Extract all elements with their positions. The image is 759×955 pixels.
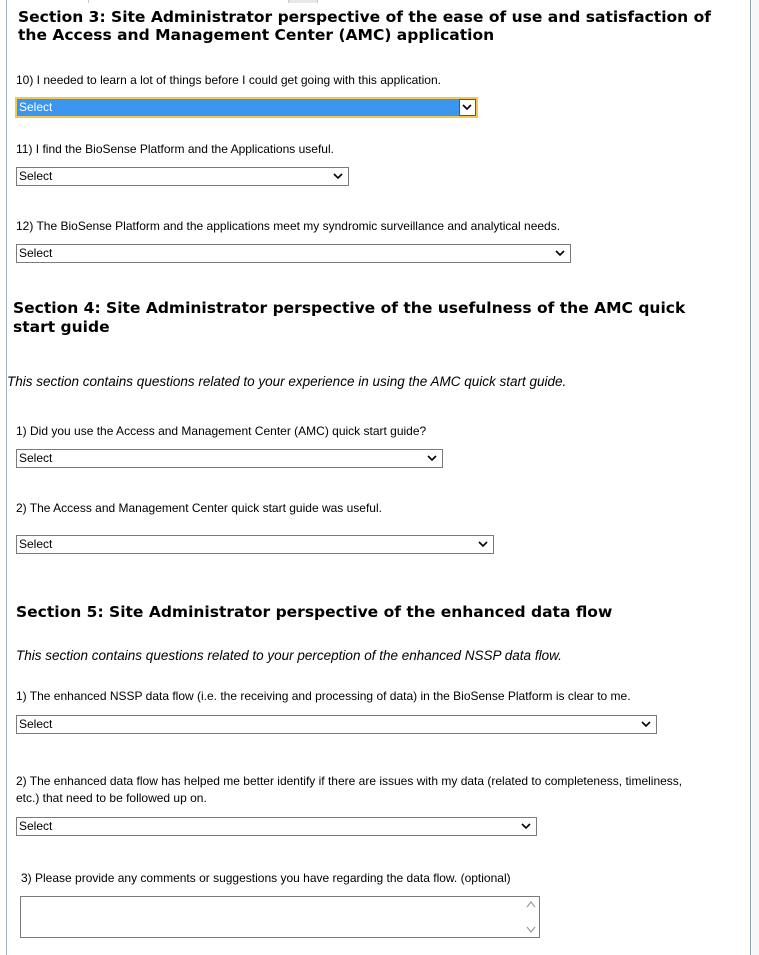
scroll-down-arrow-icon[interactable] xyxy=(526,924,536,934)
s5-question-2-label-line2: etc.) that need to be followed up on. xyxy=(16,791,207,805)
section-3-heading-line1: Section 3: Site Administrator perspective of the ease of use and satisfaction of xyxy=(18,8,711,26)
question-11-label: 11) I find the BioSense Platform and the Applications useful. xyxy=(16,142,334,156)
page-right-gutter xyxy=(752,0,759,955)
s5-question-2-label-line1: 2) The enhanced data flow has helped me better identify if there are issues with my data (related to completeness, timeliness, xyxy=(16,774,683,788)
page-right-border xyxy=(750,0,751,955)
section-4-heading-line1: Section 4: Site Administrator perspective of the usefulness of the AMC quick xyxy=(13,299,686,317)
s4-question-1-select[interactable] xyxy=(16,449,443,468)
section-4-intro: This section contains questions related to your experience in using the AMC quick start guide. xyxy=(7,374,567,389)
question-10-select[interactable] xyxy=(15,97,478,118)
question-12-selected-value: Select xyxy=(19,246,53,260)
question-12-select[interactable] xyxy=(16,244,571,263)
s5-question-2-select[interactable] xyxy=(16,817,537,836)
comments-textarea[interactable] xyxy=(20,896,540,938)
section-3-heading xyxy=(18,8,711,44)
question-11-select[interactable] xyxy=(16,167,349,186)
chevron-down-icon xyxy=(555,250,565,257)
s4-question-2-selected-value: Select xyxy=(19,537,53,551)
page-left-border xyxy=(6,0,7,955)
section-4-heading-line2: start guide xyxy=(13,318,110,336)
chevron-down-icon xyxy=(462,104,472,111)
chevron-down-icon xyxy=(478,541,488,548)
question-10-selected-value: Select xyxy=(19,100,53,114)
clipped-button-fragment xyxy=(288,0,318,3)
section-3-heading-line2: the Access and Management Center (AMC) application xyxy=(18,26,495,44)
question-11-selected-value: Select xyxy=(19,169,53,183)
clipped-divider-fragment xyxy=(88,0,89,3)
question-10-label: 10) I needed to learn a lot of things before I could get going with this application. xyxy=(16,73,441,87)
chevron-down-icon xyxy=(521,823,531,830)
chevron-down-icon xyxy=(333,173,343,180)
dropdown-button[interactable] xyxy=(459,99,476,116)
s5-question-1-label: 1) The enhanced NSSP data flow (i.e. the receiving and processing of data) in the BioSense Platform is clear to me. xyxy=(16,689,631,703)
s5-question-1-select[interactable] xyxy=(16,715,657,734)
section-5-heading: Section 5: Site Administrator perspective of the enhanced data flow xyxy=(16,603,613,621)
s4-question-1-selected-value: Select xyxy=(19,451,53,465)
chevron-down-icon xyxy=(427,455,437,462)
select-highlight xyxy=(17,99,476,116)
section-5-intro: This section contains questions related to your perception of the enhanced NSSP data flow. xyxy=(16,648,562,663)
s4-question-1-label: 1) Did you use the Access and Management Center (AMC) quick start guide? xyxy=(16,424,427,438)
chevron-down-icon xyxy=(641,721,651,728)
question-12-label: 12) The BioSense Platform and the applications meet my syndromic surveillance and analytical needs. xyxy=(16,219,561,233)
s5-question-3-label: 3) Please provide any comments or suggestions you have regarding the data flow. (optional) xyxy=(21,871,511,885)
s5-question-1-selected-value: Select xyxy=(19,717,53,731)
s5-question-2-selected-value: Select xyxy=(19,819,53,833)
s4-question-2-select[interactable] xyxy=(16,535,494,554)
scroll-up-arrow-icon[interactable] xyxy=(526,900,536,910)
s5-question-2-label xyxy=(16,773,682,807)
section-4-heading xyxy=(13,299,685,337)
s4-question-2-label: 2) The Access and Management Center quick start guide was useful. xyxy=(16,501,382,515)
